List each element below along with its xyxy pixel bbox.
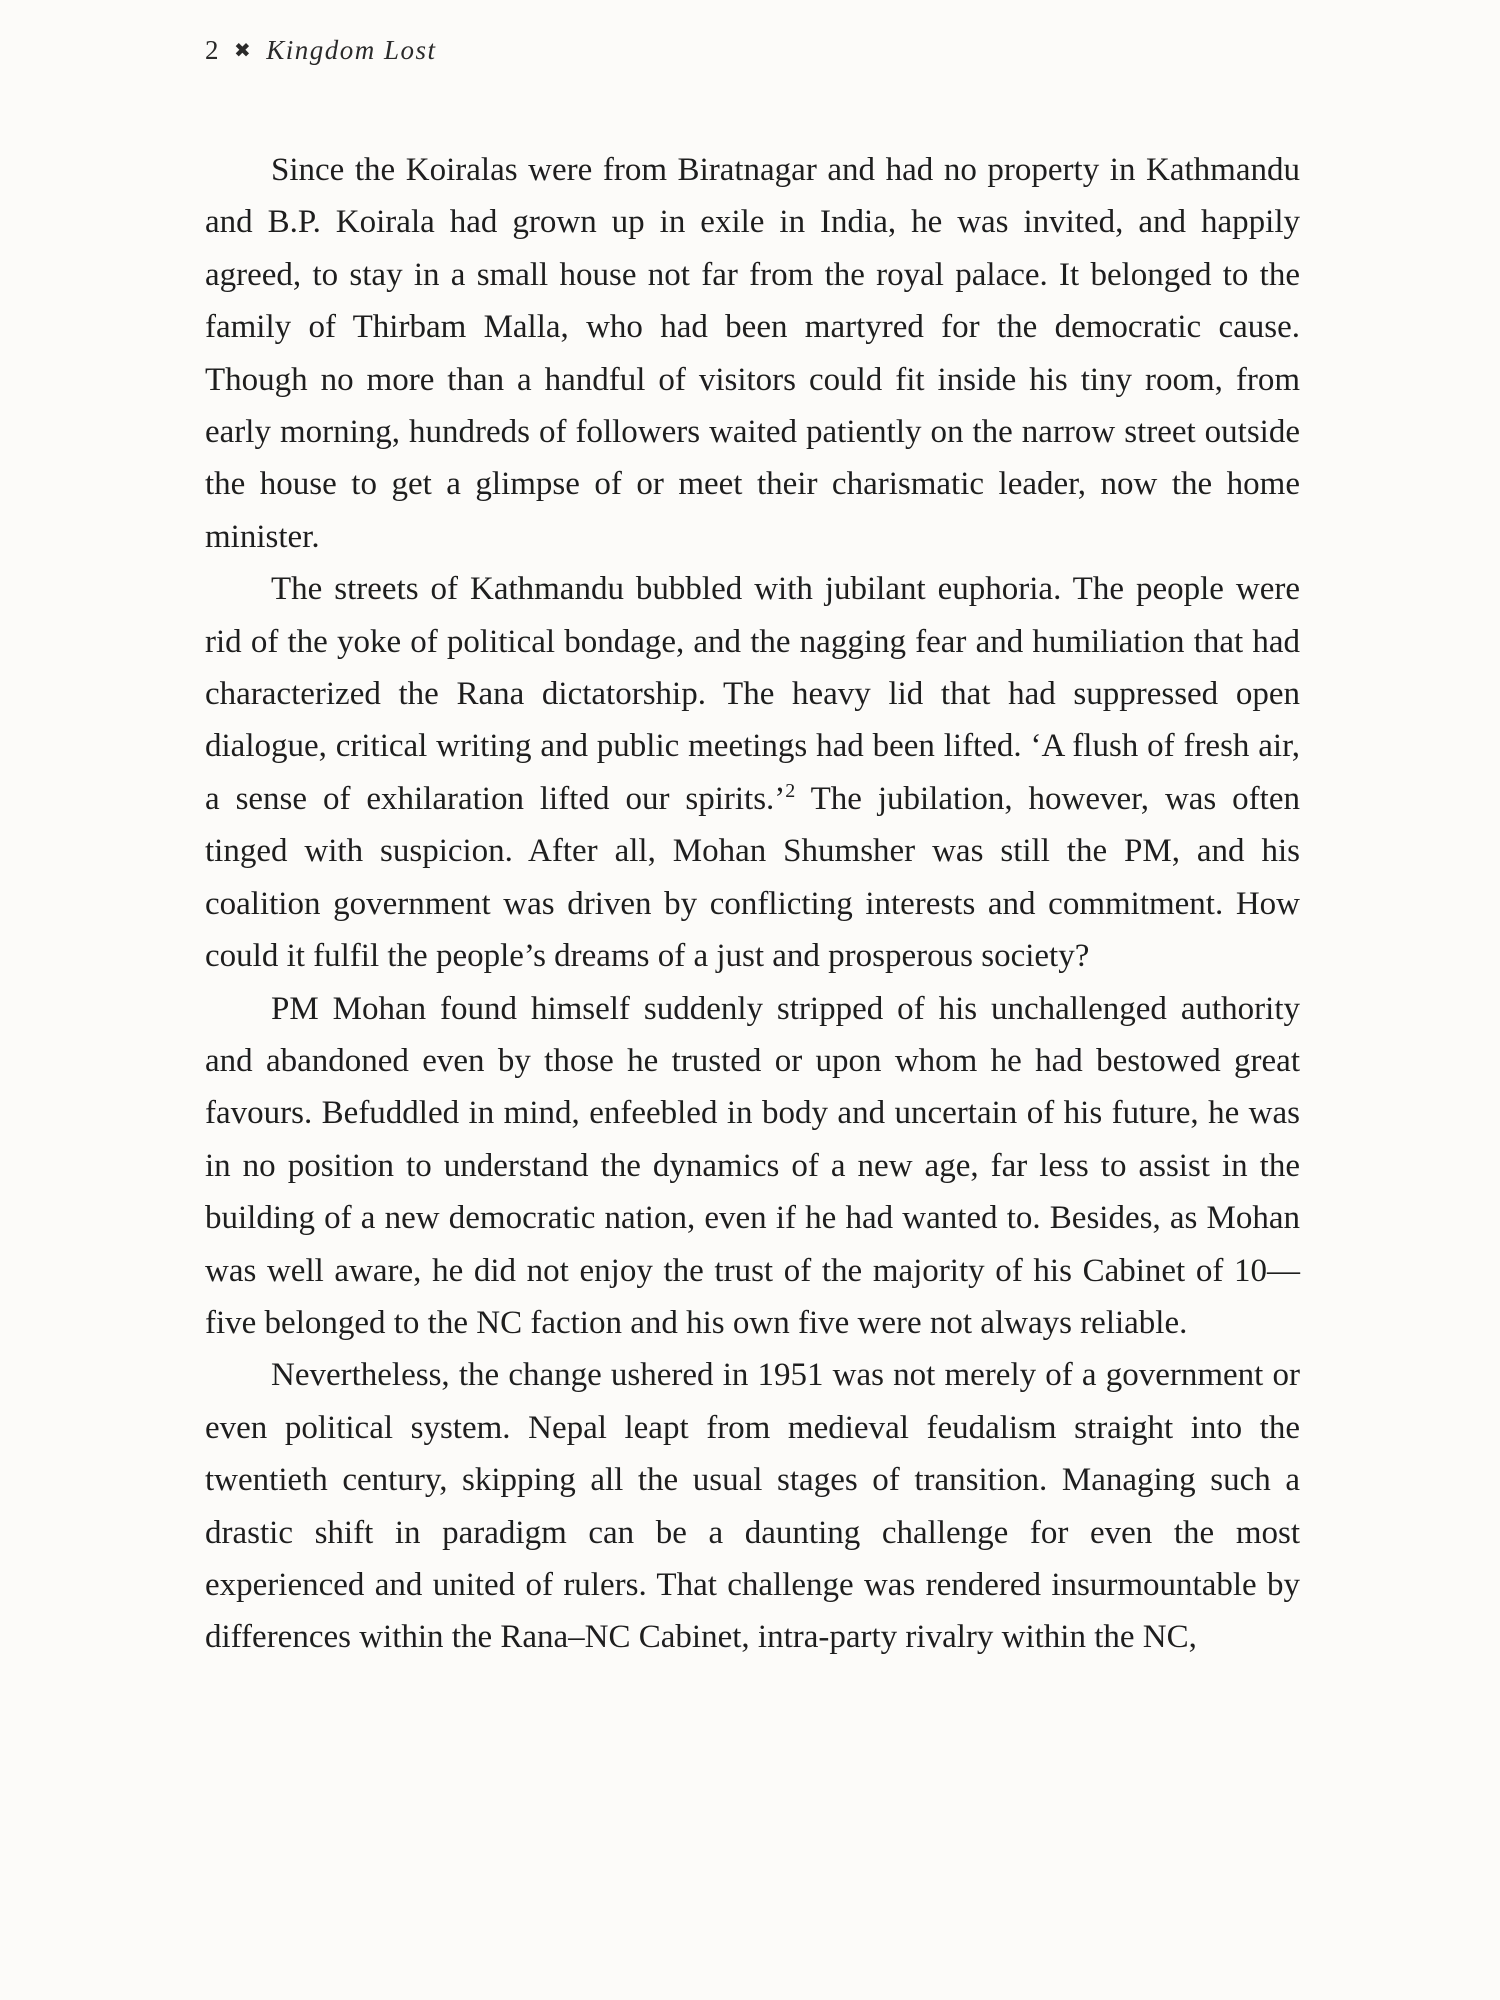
body-text [205, 144, 1300, 1664]
paragraph-3: PM Mohan found himself suddenly stripped of his unchallenged authority and abandoned even by those he trusted or upon whom he had bestowed great favours. Befuddled in mind, enfeebled in body and uncertain of his future, he was in no position to understand the dynamics of a new age, far less to assist in the building of a new democratic nation, even if he had wanted to. Besides, as Mohan was well aware, he did not enjoy the trust of the majority of his Cabinet of 10—five belonged to the NC faction and his own five were not always reliable. [205, 990, 1300, 1341]
paragraph-2 [205, 563, 1300, 982]
paragraph-2-text-after-note: The jubilation, however, was often tinged with suspicion. After all, Mohan Shumsher was still the PM, and his coalition government was driven by conflicting interests and commitment. How could it fulfil the people’s dreams of a just and prosperous society? [205, 780, 1300, 975]
paragraph-2-text-before-note: The streets of Kathmandu bubbled with jubilant euphoria. The people were rid of the yoke of political bondage, and the nagging fear and humiliation that had characterized the Rana dictatorship. The heavy lid that had suppressed open dialogue, critical writing and public meetings had been lifted. ‘A flush of fresh air, a sense of exhilaration lifted our spirits.’ [205, 571, 1300, 817]
paragraph-4: Nevertheless, the change ushered in 1951 was not merely of a government or even political system. Nepal leapt from medieval feudalism straight into the twentieth century, skipping all the usual stages of transition. Managing such a drastic shift in paradigm can be a daunting challenge for even the most experienced and united of rulers. That challenge was rendered insurmountable by differences within the Rana–NC Cabinet, intra-party rivalry within the NC, [205, 1357, 1300, 1656]
footnote-reference: 2 [785, 779, 796, 802]
page-number: 2 [205, 34, 220, 65]
book-title: Kingdom Lost [266, 34, 437, 65]
running-head [205, 32, 437, 68]
paragraph-1: Since the Koiralas were from Biratnagar and had no property in Kathmandu and B.P. Koirala had grown up in exile in India, he was invited, and happily agreed, to stay in a small house not far from the royal palace. It belonged to the family of Thirbam Malla, who had been martyred for the democratic cause. Though no more than a handful of visitors could fit inside his tiny room, from early morning, hundreds of followers waited patiently on the narrow street outside the house to get a glimpse of or meet their charismatic leader, now the home minister. [205, 152, 1300, 555]
cross-ornament-icon: ✖ [234, 39, 253, 62]
